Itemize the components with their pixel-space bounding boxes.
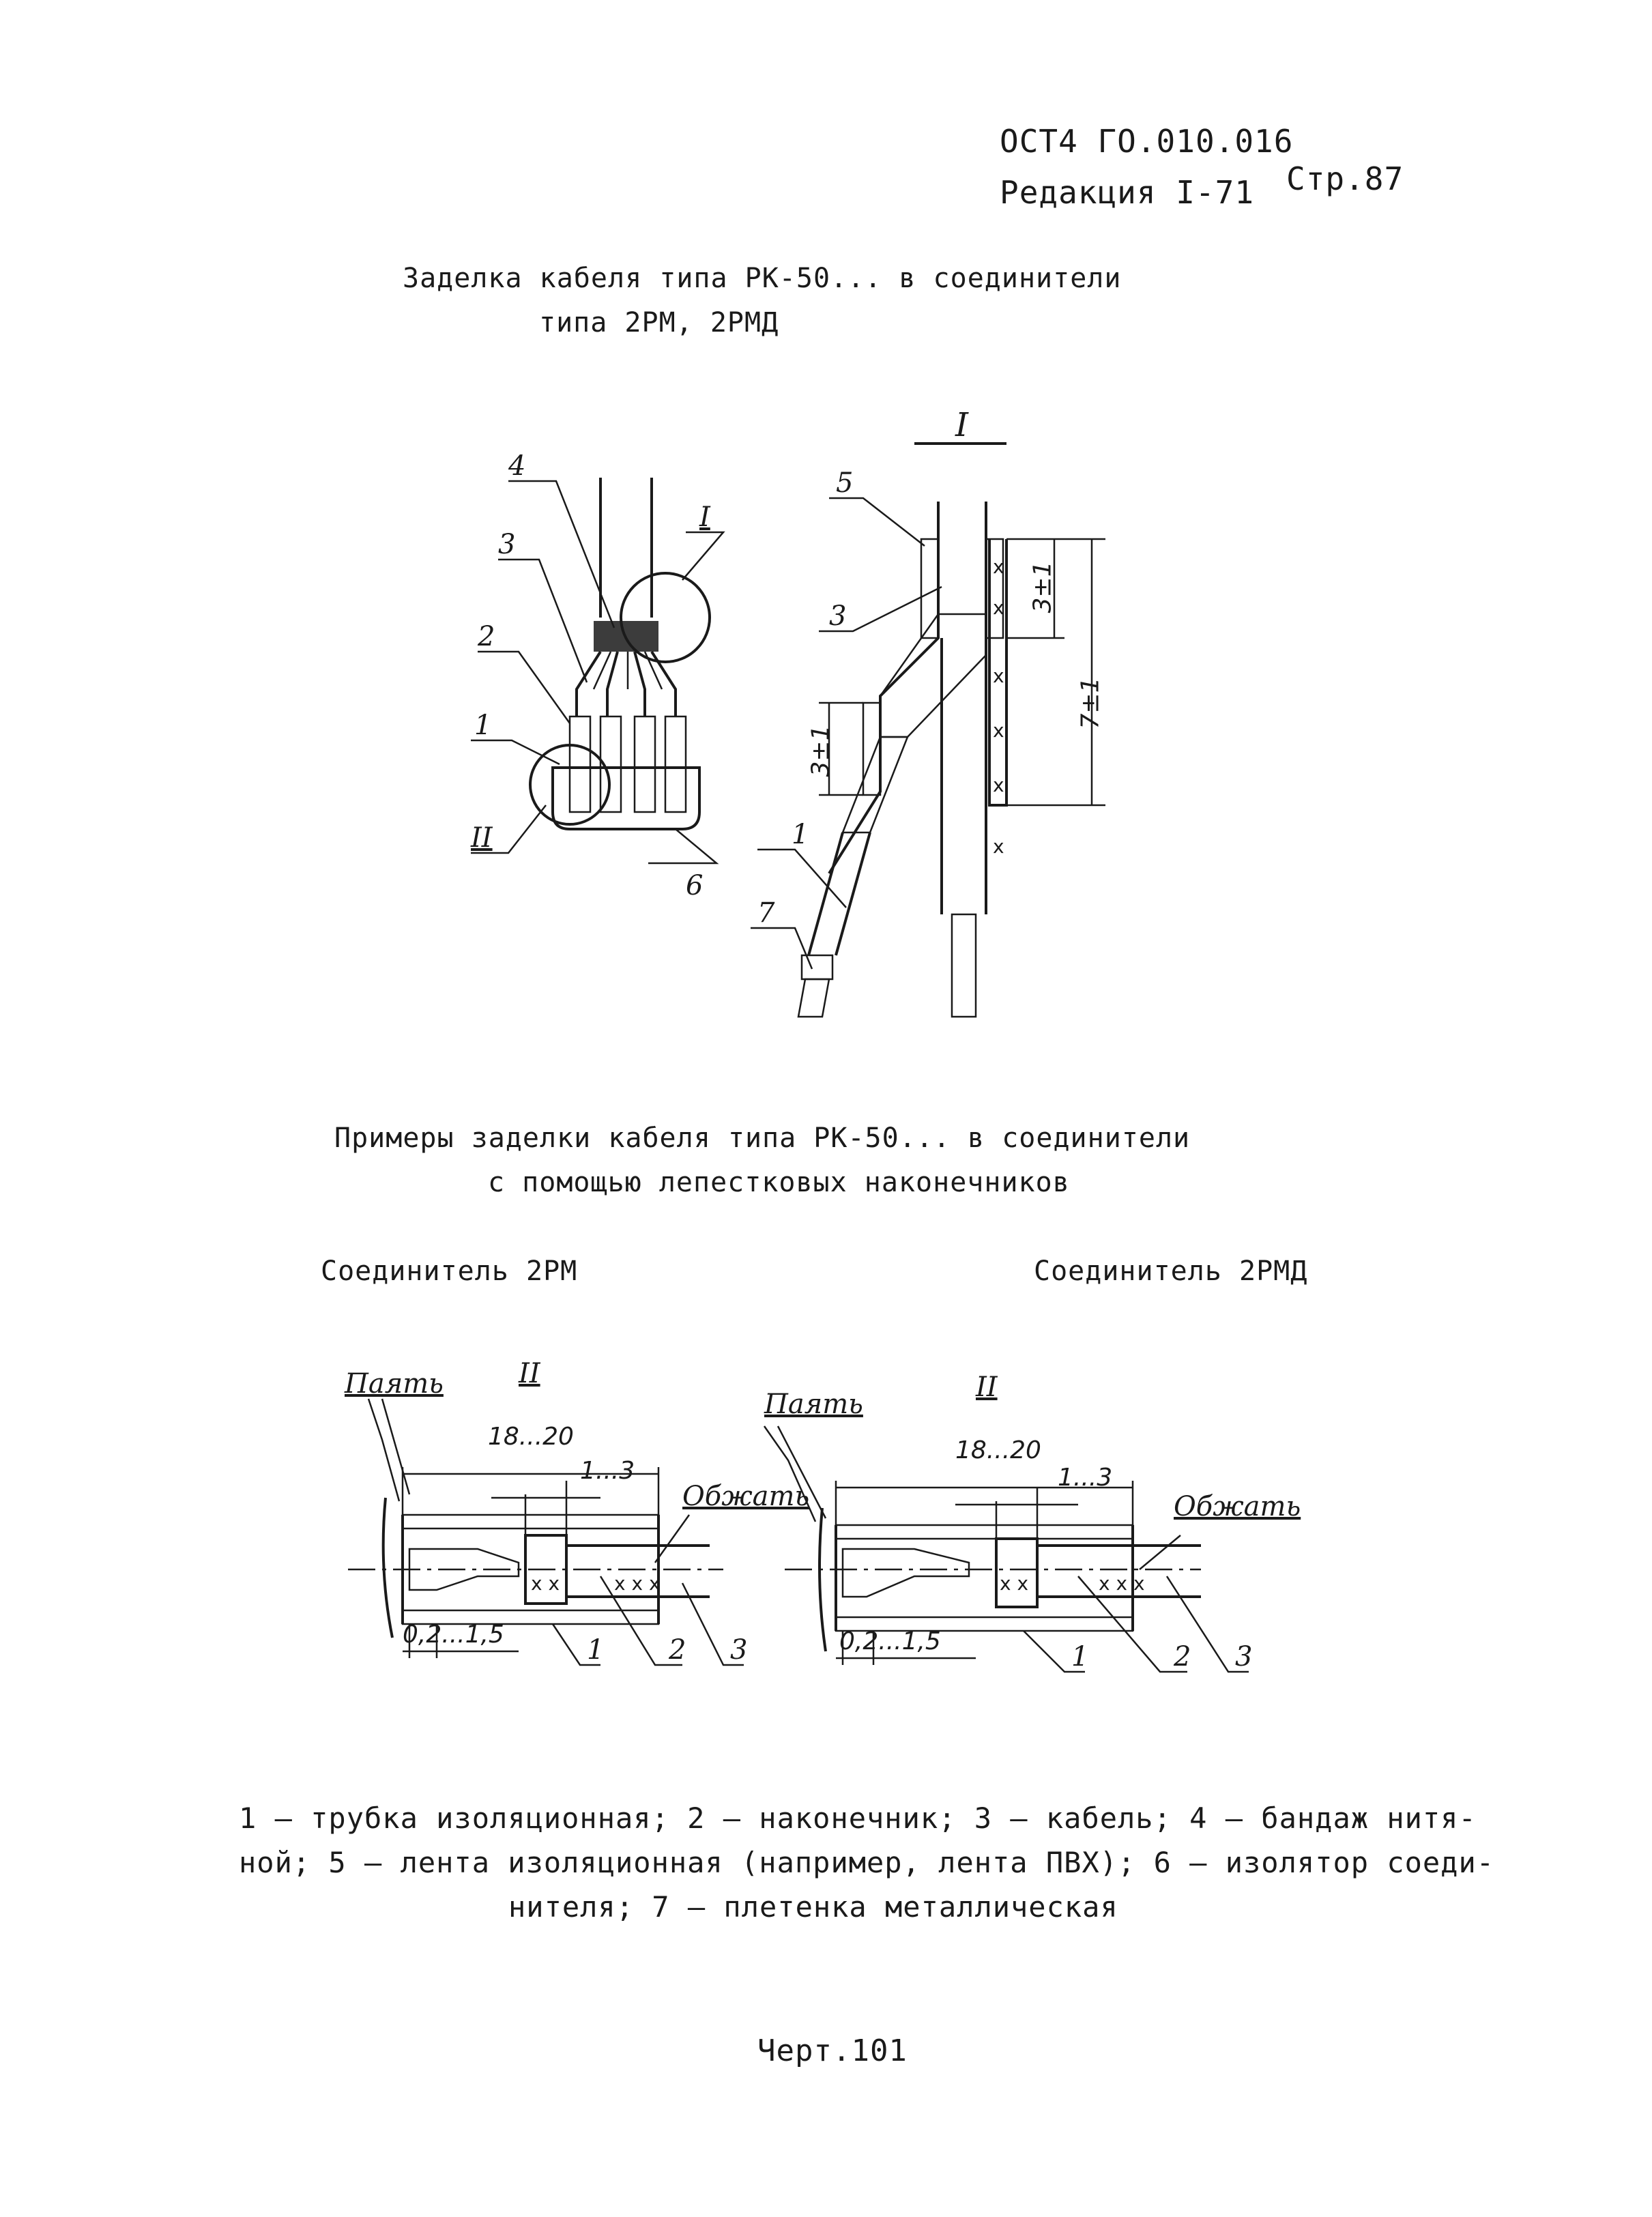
detail-left-label-1: 1 bbox=[587, 1634, 605, 1666]
label-1: 1 bbox=[474, 710, 492, 741]
label-1-detail: 1 bbox=[792, 819, 809, 850]
roman-II-right: II bbox=[976, 1372, 998, 1403]
label-3: 3 bbox=[498, 529, 516, 560]
title-1-line-1: Заделка кабеля типа РК-50... в соединители bbox=[403, 263, 1122, 294]
dim-3pm1-top: 3±1 bbox=[1028, 561, 1057, 613]
legend-line-3: нителя; 7 – плетенка металлическая bbox=[508, 1890, 1118, 1924]
svg-text:x: x bbox=[993, 596, 1004, 619]
dim-gap-left: 0,2...1,5 bbox=[403, 1621, 504, 1649]
svg-text:x: x bbox=[993, 665, 1004, 687]
svg-text:x x x: x x x bbox=[1099, 1572, 1145, 1595]
svg-text:x: x bbox=[993, 555, 1004, 578]
label-6: 6 bbox=[686, 870, 704, 901]
dim-3pm1-bottom: 3±1 bbox=[807, 725, 835, 777]
label-4: 4 bbox=[508, 450, 526, 482]
standard-number: ОСТ4 ГО.010.016 bbox=[1000, 123, 1294, 160]
dim-small-left: 1...3 bbox=[580, 1457, 635, 1485]
label-roman-II: II bbox=[471, 822, 493, 854]
svg-text:x: x bbox=[993, 774, 1004, 796]
detail-I-title: I bbox=[955, 406, 968, 444]
svg-text:x: x bbox=[993, 835, 1004, 858]
title-1-line-2: типа 2РМ, 2РМД bbox=[539, 307, 779, 338]
svg-text:x x: x x bbox=[531, 1572, 560, 1595]
solder-label-right: Паять bbox=[764, 1389, 863, 1420]
solder-label-left: Паять bbox=[345, 1368, 444, 1400]
figure-detail-I bbox=[751, 444, 1105, 1017]
svg-text:x x x: x x x bbox=[614, 1572, 661, 1595]
detail-right-label-3: 3 bbox=[1235, 1641, 1253, 1672]
svg-text:x x: x x bbox=[1000, 1572, 1029, 1595]
label-3-detail: 3 bbox=[829, 600, 847, 632]
svg-text:x: x bbox=[993, 719, 1004, 742]
crimp-label-left: Обжать bbox=[682, 1481, 810, 1512]
label-roman-I: I bbox=[699, 502, 710, 533]
detail-left-label-2: 2 bbox=[669, 1634, 686, 1666]
dim-7pm1: 7±1 bbox=[1076, 677, 1105, 729]
connector-2rmd-label: Соединитель 2РМД bbox=[1034, 1256, 1308, 1287]
title-2-line-1: Примеры заделки кабеля типа РК-50... в соединители bbox=[334, 1122, 1191, 1154]
detail-left-label-3: 3 bbox=[730, 1634, 748, 1666]
dim-small-right: 1...3 bbox=[1058, 1464, 1113, 1492]
title-2-line-2: с помощью лепестковых наконечников bbox=[488, 1167, 1070, 1198]
drawing-number: Черт.101 bbox=[757, 2033, 908, 2068]
dim-gap-right: 0,2...1,5 bbox=[839, 1627, 941, 1655]
legend-line-1: 1 – трубка изоляционная; 2 – наконечник; 3 – кабель; 4 – бандаж нитя- bbox=[239, 1801, 1477, 1835]
edition-label: Редакция I-71 bbox=[1000, 174, 1255, 211]
dim-total-right: 18...20 bbox=[955, 1436, 1041, 1464]
crimp-label-right: Обжать bbox=[1174, 1491, 1301, 1522]
connector-2rm-label: Соединитель 2РМ bbox=[321, 1256, 578, 1287]
legend-line-2: ной; 5 – лента изоляционная (например, лента ПВХ); 6 – изолятор соеди- bbox=[239, 1846, 1495, 1879]
page-number: Стр.87 bbox=[1286, 160, 1404, 197]
label-5: 5 bbox=[836, 467, 854, 499]
dim-total-left: 18...20 bbox=[488, 1423, 574, 1451]
label-2: 2 bbox=[478, 621, 495, 652]
detail-right-label-2: 2 bbox=[1174, 1641, 1191, 1672]
label-7: 7 bbox=[757, 897, 775, 929]
detail-right-label-1: 1 bbox=[1071, 1641, 1089, 1672]
roman-II-left: II bbox=[519, 1358, 540, 1389]
